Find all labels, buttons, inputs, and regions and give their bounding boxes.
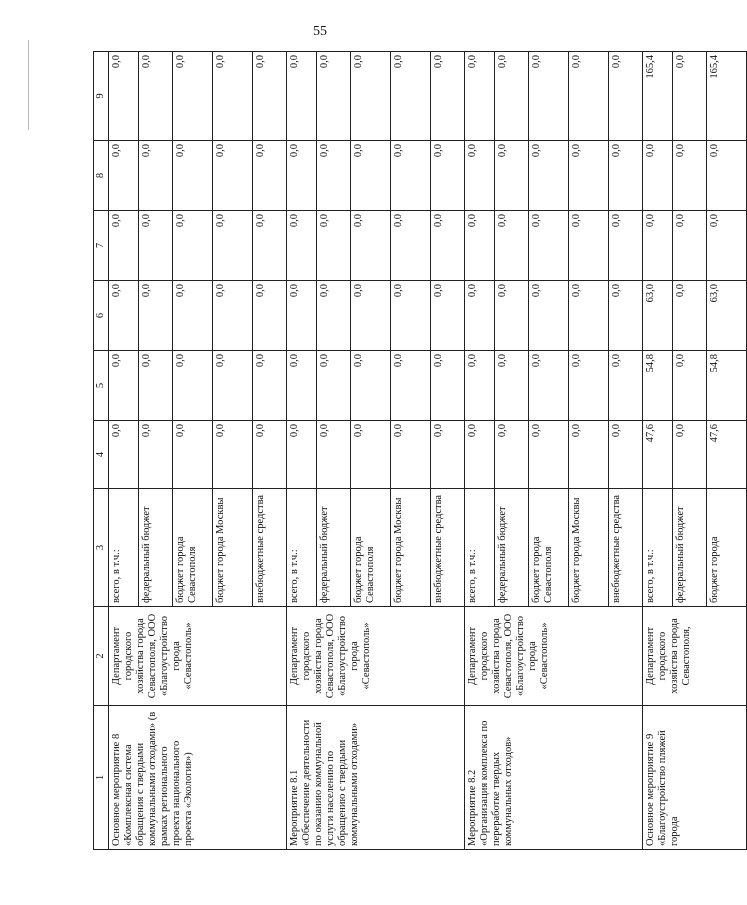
amount-cell: 0,0 — [213, 52, 253, 141]
amount-cell: 0,0 — [569, 351, 609, 421]
amount-cell: 0,0 — [317, 351, 351, 421]
amount-cell: 0,0 — [391, 351, 431, 421]
header-cell: 7 — [94, 211, 109, 281]
amount-cell: 0,0 — [609, 52, 643, 141]
amount-cell: 0,0 — [253, 421, 287, 489]
header-cell: 2 — [94, 607, 109, 706]
amount-cell: 0,0 — [529, 421, 569, 489]
page-number: 55 — [313, 24, 327, 39]
amount-cell: 0,0 — [495, 421, 529, 489]
funding-source-cell: бюджет города — [707, 489, 747, 607]
amount-cell: 0,0 — [673, 211, 707, 281]
funding-source-cell: бюджет города Севастополя — [173, 489, 213, 607]
amount-cell: 0,0 — [139, 351, 173, 421]
amount-cell: 0,0 — [173, 351, 213, 421]
table-row — [109, 52, 139, 850]
amount-cell: 0,0 — [529, 211, 569, 281]
amount-cell: 0,0 — [529, 52, 569, 141]
amount-cell: 0,0 — [139, 141, 173, 211]
amount-cell: 0,0 — [253, 351, 287, 421]
amount-cell: 0,0 — [173, 141, 213, 211]
amount-cell: 0,0 — [253, 141, 287, 211]
amount-cell: 0,0 — [569, 141, 609, 211]
amount-cell: 0,0 — [351, 211, 391, 281]
funding-source-cell: федеральный бюджет — [673, 489, 707, 607]
amount-cell: 0,0 — [287, 351, 317, 421]
amount-cell: 0,0 — [431, 351, 465, 421]
funding-source-cell: внебюджетные средства — [609, 489, 643, 607]
amount-cell: 0,0 — [213, 281, 253, 351]
amount-cell: 0,0 — [173, 211, 213, 281]
amount-cell: 47,6 — [707, 421, 747, 489]
amount-cell: 0,0 — [351, 351, 391, 421]
amount-cell: 0,0 — [707, 211, 747, 281]
amount-cell: 0,0 — [351, 281, 391, 351]
funding-source-cell: внебюджетные средства — [431, 489, 465, 607]
activity-cell: Мероприятие 8.2 «Организация комплекса по переработке твердых коммунальных отходов» — [465, 706, 643, 850]
amount-cell: 0,0 — [173, 52, 213, 141]
amount-cell: 0,0 — [391, 281, 431, 351]
amount-cell: 54,8 — [707, 351, 747, 421]
header-cell: 6 — [94, 281, 109, 351]
amount-cell: 0,0 — [351, 421, 391, 489]
amount-cell: 63,0 — [707, 281, 747, 351]
amount-cell: 0,0 — [609, 351, 643, 421]
amount-cell: 0,0 — [569, 281, 609, 351]
amount-cell: 0,0 — [529, 281, 569, 351]
amount-cell: 0,0 — [673, 421, 707, 489]
header-cell: 5 — [94, 351, 109, 421]
amount-cell: 0,0 — [391, 52, 431, 141]
amount-cell: 0,0 — [431, 421, 465, 489]
amount-cell: 0,0 — [287, 211, 317, 281]
amount-cell: 0,0 — [465, 211, 495, 281]
amount-cell: 0,0 — [351, 52, 391, 141]
amount-cell: 0,0 — [465, 141, 495, 211]
scan-edge-mark — [28, 40, 29, 130]
amount-cell: 0,0 — [609, 141, 643, 211]
amount-cell: 0,0 — [213, 421, 253, 489]
amount-cell: 0,0 — [317, 421, 351, 489]
amount-cell: 0,0 — [213, 351, 253, 421]
amount-cell: 0,0 — [139, 421, 173, 489]
funding-source-cell: всего, в т.ч.: — [287, 489, 317, 607]
amount-cell: 47,6 — [643, 421, 673, 489]
funding-source-cell: бюджет города Севастополя — [351, 489, 391, 607]
table-body — [109, 52, 747, 850]
amount-cell: 0,0 — [173, 281, 213, 351]
funding-source-cell: бюджет города Москвы — [569, 489, 609, 607]
header-cell: 4 — [94, 421, 109, 489]
amount-cell: 54,8 — [643, 351, 673, 421]
funding-source-cell: бюджет города Москвы — [213, 489, 253, 607]
executor-cell: Департамент городского хозяйства города Севастополя, — [643, 607, 747, 706]
amount-cell: 0,0 — [173, 421, 213, 489]
amount-cell: 0,0 — [391, 141, 431, 211]
amount-cell: 0,0 — [673, 281, 707, 351]
amount-cell: 0,0 — [287, 52, 317, 141]
executor-cell: Департамент городского хозяйства города Севастополя, ООО «Благоустройство города «Севастополь» — [465, 607, 643, 706]
table-row — [465, 52, 495, 850]
header-row — [94, 52, 109, 850]
amount-cell: 0,0 — [287, 141, 317, 211]
amount-cell: 0,0 — [465, 351, 495, 421]
header-cell: 1 — [94, 706, 109, 850]
executor-cell: Департамент городского хозяйства города Севастополя, ООО «Благоустройство города «Севастополь» — [287, 607, 465, 706]
amount-cell: 0,0 — [643, 141, 673, 211]
amount-cell: 0,0 — [317, 141, 351, 211]
amount-cell: 0,0 — [287, 281, 317, 351]
amount-cell: 0,0 — [609, 281, 643, 351]
amount-cell: 0,0 — [569, 421, 609, 489]
amount-cell: 0,0 — [529, 351, 569, 421]
funding-source-cell: всего, в т.ч.: — [465, 489, 495, 607]
amount-cell: 0,0 — [495, 52, 529, 141]
amount-cell: 0,0 — [465, 281, 495, 351]
amount-cell: 0,0 — [109, 52, 139, 141]
amount-cell: 0,0 — [707, 141, 747, 211]
funding-source-cell: внебюджетные средства — [253, 489, 287, 607]
amount-cell: 0,0 — [213, 141, 253, 211]
amount-cell: 0,0 — [391, 211, 431, 281]
funding-source-cell: бюджет города Москвы — [391, 489, 431, 607]
header-cell: 8 — [94, 141, 109, 211]
amount-cell: 0,0 — [431, 52, 465, 141]
funding-source-cell: бюджет города Севастополя — [529, 489, 569, 607]
amount-cell: 0,0 — [139, 52, 173, 141]
amount-cell: 0,0 — [673, 351, 707, 421]
budget-table — [93, 51, 747, 850]
amount-cell: 0,0 — [643, 211, 673, 281]
amount-cell: 0,0 — [465, 421, 495, 489]
amount-cell: 0,0 — [673, 52, 707, 141]
amount-cell: 0,0 — [495, 351, 529, 421]
amount-cell: 0,0 — [569, 52, 609, 141]
amount-cell: 0,0 — [391, 421, 431, 489]
amount-cell: 0,0 — [109, 141, 139, 211]
amount-cell: 0,0 — [431, 141, 465, 211]
amount-cell: 0,0 — [287, 421, 317, 489]
amount-cell: 0,0 — [569, 211, 609, 281]
amount-cell: 0,0 — [109, 351, 139, 421]
funding-source-cell: всего, в т.ч.: — [643, 489, 673, 607]
funding-source-cell: всего, в т.ч.: — [109, 489, 139, 607]
amount-cell: 0,0 — [317, 281, 351, 351]
amount-cell: 63,0 — [643, 281, 673, 351]
header-cell: 9 — [94, 52, 109, 141]
amount-cell: 0,0 — [609, 211, 643, 281]
amount-cell: 0,0 — [495, 281, 529, 351]
amount-cell: 0,0 — [529, 141, 569, 211]
amount-cell: 0,0 — [253, 281, 287, 351]
funding-source-cell: федеральный бюджет — [317, 489, 351, 607]
amount-cell: 0,0 — [431, 281, 465, 351]
amount-cell: 0,0 — [109, 281, 139, 351]
amount-cell: 0,0 — [109, 211, 139, 281]
amount-cell: 0,0 — [139, 281, 173, 351]
amount-cell: 0,0 — [253, 211, 287, 281]
activity-cell: Основное мероприятие 9 «Благоустройство пляжей города — [643, 706, 747, 850]
amount-cell: 0,0 — [317, 52, 351, 141]
header-cell: 3 — [94, 489, 109, 607]
amount-cell: 0,0 — [317, 211, 351, 281]
amount-cell: 165,4 — [707, 52, 747, 141]
amount-cell: 0,0 — [109, 421, 139, 489]
amount-cell: 0,0 — [351, 141, 391, 211]
amount-cell: 0,0 — [673, 141, 707, 211]
activity-cell: Мероприятие 8.1 «Обеспечение деятельности по оказанию коммунальной услуги населению по обращению с твердыми коммунальными отходами» — [287, 706, 465, 850]
executor-cell: Департамент городского хозяйства города Севастополя, ООО «Благоустройство города «Севастополь» — [109, 607, 287, 706]
funding-source-cell: федеральный бюджет — [139, 489, 173, 607]
table-row — [643, 52, 673, 850]
table-row — [287, 52, 317, 850]
funding-source-cell: федеральный бюджет — [495, 489, 529, 607]
amount-cell: 0,0 — [213, 211, 253, 281]
amount-cell: 0,0 — [431, 211, 465, 281]
amount-cell: 0,0 — [609, 421, 643, 489]
activity-cell: Основное мероприятие 8 «Комплексная система обращения с твердыми коммунальными отходами» (в рамках регионального проекта национального проекта «Экология») — [109, 706, 287, 850]
amount-cell: 0,0 — [253, 52, 287, 141]
amount-cell: 0,0 — [139, 211, 173, 281]
amount-cell: 165,4 — [643, 52, 673, 141]
amount-cell: 0,0 — [465, 52, 495, 141]
rotated-table-container — [93, 52, 720, 850]
amount-cell: 0,0 — [495, 211, 529, 281]
amount-cell: 0,0 — [495, 141, 529, 211]
